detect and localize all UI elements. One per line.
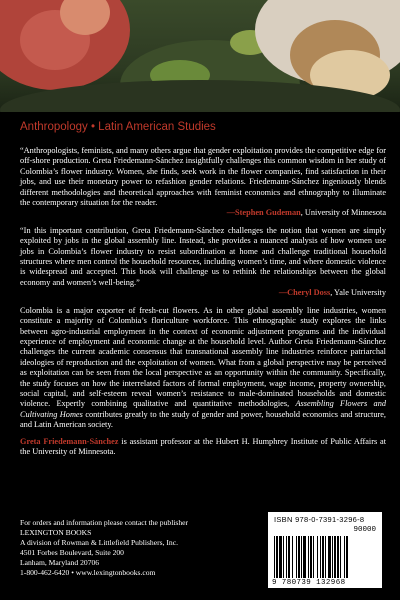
barcode-bar	[325, 536, 326, 578]
barcode-bar	[283, 536, 284, 578]
barcode-bar	[276, 536, 278, 578]
barcode-bar	[292, 536, 293, 578]
barcode-bar	[344, 536, 345, 578]
publisher-name: LEXINGTON BOOKS	[20, 528, 92, 537]
endorsement-quote	[20, 226, 386, 299]
barcode-bar	[310, 536, 312, 578]
barcode-bar	[346, 536, 348, 578]
barcode-icon	[274, 536, 376, 578]
barcode-bar	[303, 536, 306, 578]
barcode-bar	[328, 536, 331, 578]
barcode-bar	[320, 536, 321, 578]
author-bio: Greta Friedemann-Sánchez is assistant professor at the Hubert H. Humphrey Institute of Public Affairs at the University of Minnesota.	[20, 436, 386, 456]
book-title: Assembling Flowers and Cultivating Homes	[20, 399, 386, 419]
isbn-text: ISBN 978-0-7391-3296-8	[274, 515, 365, 524]
quote-attribution	[20, 288, 386, 298]
quote-attribution	[20, 208, 386, 218]
barcode-bar	[288, 536, 290, 578]
barcode-bar	[337, 536, 339, 578]
barcode-bar	[301, 536, 302, 578]
quote-author: —Stephen Gudeman	[226, 208, 301, 218]
barcode-bar	[334, 536, 336, 578]
barcode-bar	[286, 536, 287, 578]
subject-categories: Anthropology • Latin American Studies	[20, 121, 216, 133]
barcode-bar	[296, 536, 297, 578]
quote-affiliation: , Yale University	[330, 288, 386, 298]
barcode-bar	[322, 536, 324, 578]
quote-affiliation: , University of Minnesota	[300, 208, 386, 218]
barcode-bar	[313, 536, 314, 578]
price-code: 90000	[353, 526, 376, 534]
book-description: Colombia is a major exporter of fresh-cut flowers. As in other global assembly line industries, women constitute a majority of Colombia’s floriculture workforce. This ethnographic study explores the links between agro-industrial employment in the context of economic adjustment programs and the individual experience of employment and economic change at the household level. Author Greta Friedemann-Sánchez challenges the current academic consensus that transnational assembly line industries reinforce patriarchal ideologies of reproduction and the exploitation of women. What from a global perspective may be perceived as exploitation can be seen from the local perspective as an opportunity within the community. Specifically, the study focuses on how the interrelated factors of formal employment, wage income, property ownership, social capital, and self-esteem reveal women’s resistance to male-dominated households and domestic violence. Expertly combining qualitative and quantitative methodologies, Assembling Flowers and Cultivating Homes contributes greatly to the study of gender and power, household economics and structure, and Latin American society.	[20, 305, 386, 430]
barcode-bar	[340, 536, 341, 578]
barcode-digits: 9 780739 132968	[272, 579, 346, 587]
publisher-contact: 1-800-462-6420 • www.lexingtonbooks.com	[20, 568, 156, 577]
endorsement-quote	[20, 146, 386, 219]
barcode-bar	[332, 536, 333, 578]
subject-band	[0, 112, 400, 142]
barcode-box	[268, 512, 382, 588]
barcode-bar	[308, 536, 309, 578]
cover-photo	[0, 0, 400, 112]
order-line: For orders and information please contact the publisher	[20, 518, 189, 527]
publisher-info	[20, 518, 250, 578]
quote-text: “Anthropologists, feminists, and many others argue that gender exploitation provides the competitive edge for off-shore production. Greta Friedemann-Sánchez insightfully challenges this common wisdom in her study of Colombia’s flower industry. Women, she finds, seek work in the flower companies, find satisfaction in their jobs, and use their monetary power to refashion gender relations. Friedemann-Sánchez ingeniously blends different methodologies and theoretical approaches with feminist economics and ethnography to illuminate the contemporary situation for the reader.	[20, 146, 386, 208]
back-cover-text	[20, 146, 386, 457]
quote-author: —Cheryl Doss	[278, 288, 331, 298]
author-name: Greta Friedemann-Sánchez	[20, 436, 119, 446]
barcode-bar	[317, 536, 318, 578]
publisher-address: 4501 Forbes Boulevard, Suite 200	[20, 548, 124, 557]
barcode-bar	[274, 536, 275, 578]
quote-text: “In this important contribution, Greta Friedemann-Sánchez challenges the notion that women are simply exploited by jobs in the global assembly line. Instead, she provides a nuanced analysis of how women use jobs in Colombia’s flower industry to resist subordination at home and challenge traditional household structures where men control the household resources, including women’s time, and where domestic violence is widespread and accepted. This book will challenge us to rethink the relationships between the global economy and women’s well-being.”	[20, 225, 386, 287]
barcode-bar	[279, 536, 282, 578]
publisher-division: A division of Rowman & Littlefield Publishers, Inc.	[20, 538, 178, 547]
publisher-city: Lanham, Maryland 20706	[20, 558, 100, 567]
barcode-bar	[298, 536, 300, 578]
